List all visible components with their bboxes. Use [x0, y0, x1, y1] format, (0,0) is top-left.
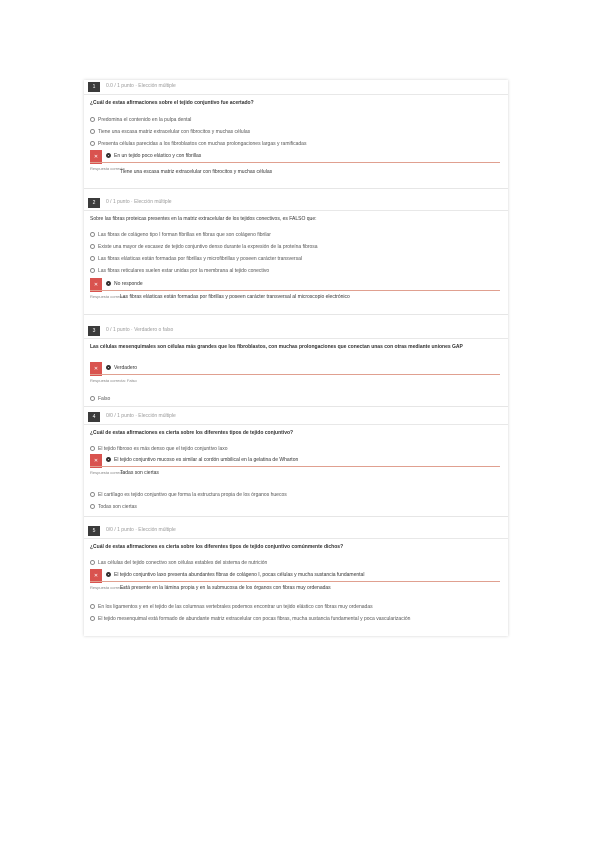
correct-answer: Las fibras elásticas están formadas por fibrillas y poseen carácter transversal al microscopio electrónico [120, 294, 350, 300]
question-meta: 0/0 / 1 punto · Elección múltiple [106, 527, 176, 533]
radio-icon[interactable] [90, 232, 95, 237]
question-text: Sobre las fibras proteicas presentes en la matriz extracelular de los tejidos conectivos, es FALSO que: [90, 216, 317, 222]
question-5 [84, 524, 508, 622]
option[interactable]: Las células del tejido conectivo son células estables del sistema de nutrición [90, 560, 267, 566]
divider [84, 188, 508, 189]
option[interactable]: Todas son ciertas [90, 504, 137, 510]
option[interactable]: El tejido fibroso es más denso que el tejido conjuntivo laxo [90, 446, 228, 452]
option[interactable]: En los ligamentos y en el tejido de las columnas vertebrales podemos encontrar un tejido elástico con fibras muy ordenadas [90, 604, 373, 610]
option[interactable]: Las fibras de colágeno tipo I forman fibrillas en fibras que son colágeno fibrilar [90, 232, 271, 238]
feedback-label: Respuesta correcta: Falso [90, 378, 137, 383]
option[interactable]: Tiene una escasa matriz extracelular con fibrocitos y muchas células [90, 129, 250, 135]
error-underline [90, 290, 500, 291]
radio-icon[interactable] [90, 256, 95, 261]
question-meta: 0/0 / 1 punto · Elección múltiple [106, 413, 176, 419]
question-number: 2 [88, 198, 100, 208]
option[interactable]: Existe una mayor de escasez de tejido conjuntivo denso durante la expresión de la proteína fibrosa [90, 244, 318, 250]
option[interactable]: Presenta células parecidas a los fibroblastos con muchas prolongaciones largas y ramificadas [90, 141, 306, 147]
selected-option[interactable]: En un tejido poco elástico y con fibrillas [106, 153, 201, 159]
question-header [84, 524, 508, 539]
radio-icon[interactable] [90, 268, 95, 273]
incorrect-answer-block [90, 150, 500, 178]
question-3 [84, 324, 508, 402]
divider [84, 406, 508, 407]
divider [84, 516, 508, 517]
question-text: ¿Cuál de estas afirmaciones sobre el tejido conjuntivo fue acertado? [90, 100, 254, 106]
radio-icon[interactable] [90, 560, 95, 565]
divider [84, 314, 508, 315]
question-header [84, 80, 508, 95]
question-header [84, 196, 508, 211]
radio-selected-icon[interactable] [106, 457, 111, 462]
question-text: ¿Cuál de estas afirmaciones es cierta sobre los diferentes tipos de tejido conjuntivo? [90, 430, 294, 436]
question-1 [84, 80, 508, 175]
selected-option[interactable]: El tejido conjuntivo mucoso es similar al cordón umbilical en la gelatina de Wharton [106, 457, 298, 463]
question-meta: 0 / 1 punto · Elección múltiple [106, 199, 172, 205]
radio-selected-icon[interactable] [106, 572, 111, 577]
selected-option[interactable]: No responde [106, 281, 143, 287]
question-header [84, 324, 508, 339]
question-number: 5 [88, 526, 100, 536]
question-number: 3 [88, 326, 100, 336]
question-2 [84, 196, 508, 300]
feedback-label: Respuesta correcta [90, 470, 125, 475]
incorrect-answer-block [90, 278, 500, 306]
selected-option[interactable]: Verdadero [106, 365, 137, 371]
radio-icon[interactable] [90, 504, 95, 509]
correct-answer: Tiene una escasa matriz extracelular con fibrocitos y muchas células [120, 169, 273, 175]
radio-selected-icon[interactable] [106, 153, 111, 158]
error-underline [90, 374, 500, 375]
incorrect-icon: ✕ [90, 150, 102, 164]
correct-answer: Todas son ciertas [120, 470, 159, 476]
radio-icon[interactable] [90, 604, 95, 609]
incorrect-answer-block [90, 454, 500, 482]
question-text: Las células mesenquimales son células más grandes que los fibroblastos, con muchas prolongaciones que conectan unas con otras mediante uniones GAP [90, 344, 463, 350]
radio-selected-icon[interactable] [106, 365, 111, 370]
radio-icon[interactable] [90, 446, 95, 451]
option[interactable]: El tejido mesenquimal está formado de abundante matriz extracelular con pocas fibras, mucha sustancia fundamental y poca vascularización [90, 616, 410, 622]
question-header [84, 410, 508, 425]
feedback-label: Respuesta correcta [90, 294, 125, 299]
radio-icon[interactable] [90, 396, 95, 401]
incorrect-answer-block [90, 362, 500, 390]
question-number: 4 [88, 412, 100, 422]
question-meta: 0.0 / 1 punto · Elección múltiple [106, 83, 176, 89]
radio-icon[interactable] [90, 616, 95, 621]
error-underline [90, 581, 500, 582]
feedback-label: Respuesta correcta [90, 166, 125, 171]
option[interactable]: Falso [90, 396, 110, 402]
question-4 [84, 410, 508, 510]
option[interactable]: Las fibras reticulares suelen estar unidas por la membrana al tejido conectivo [90, 268, 269, 274]
question-number: 1 [88, 82, 100, 92]
incorrect-icon: ✕ [90, 362, 102, 376]
radio-selected-icon[interactable] [106, 281, 111, 286]
question-text: ¿Cuál de estas afirmaciones es cierta sobre los diferentes tipos de tejido conjuntivo comúnmente dichos? [90, 544, 344, 550]
error-underline [90, 162, 500, 163]
radio-icon[interactable] [90, 117, 95, 122]
radio-icon[interactable] [90, 129, 95, 134]
radio-icon[interactable] [90, 141, 95, 146]
error-underline [90, 466, 500, 467]
question-meta: 0 / 1 punto · Verdadero o falso [106, 327, 174, 333]
option[interactable]: Predomina el contenido en la pulpa dental [90, 117, 191, 123]
quiz-review-page [84, 80, 508, 636]
incorrect-answer-block [90, 569, 500, 597]
radio-icon[interactable] [90, 492, 95, 497]
incorrect-icon: ✕ [90, 569, 102, 583]
correct-answer: Está presente en la lámina propia y en la submucosa de los órganos con fibras muy ordenadas [120, 585, 331, 591]
feedback-label: Respuesta correcta [90, 585, 125, 590]
option[interactable]: Las fibras elásticas están formadas por fibrillas y microfibrillas y poseen carácter transversal [90, 256, 302, 262]
option[interactable]: El cartílago es tejido conjuntivo que forma la estructura propia de los órganos huecos [90, 492, 287, 498]
radio-icon[interactable] [90, 244, 95, 249]
incorrect-icon: ✕ [90, 278, 102, 292]
incorrect-icon: ✕ [90, 454, 102, 468]
selected-option[interactable]: El tejido conjuntivo laxo presenta abundantes fibras de colágeno I, pocas células y mucha sustancia fundamental [106, 572, 364, 578]
